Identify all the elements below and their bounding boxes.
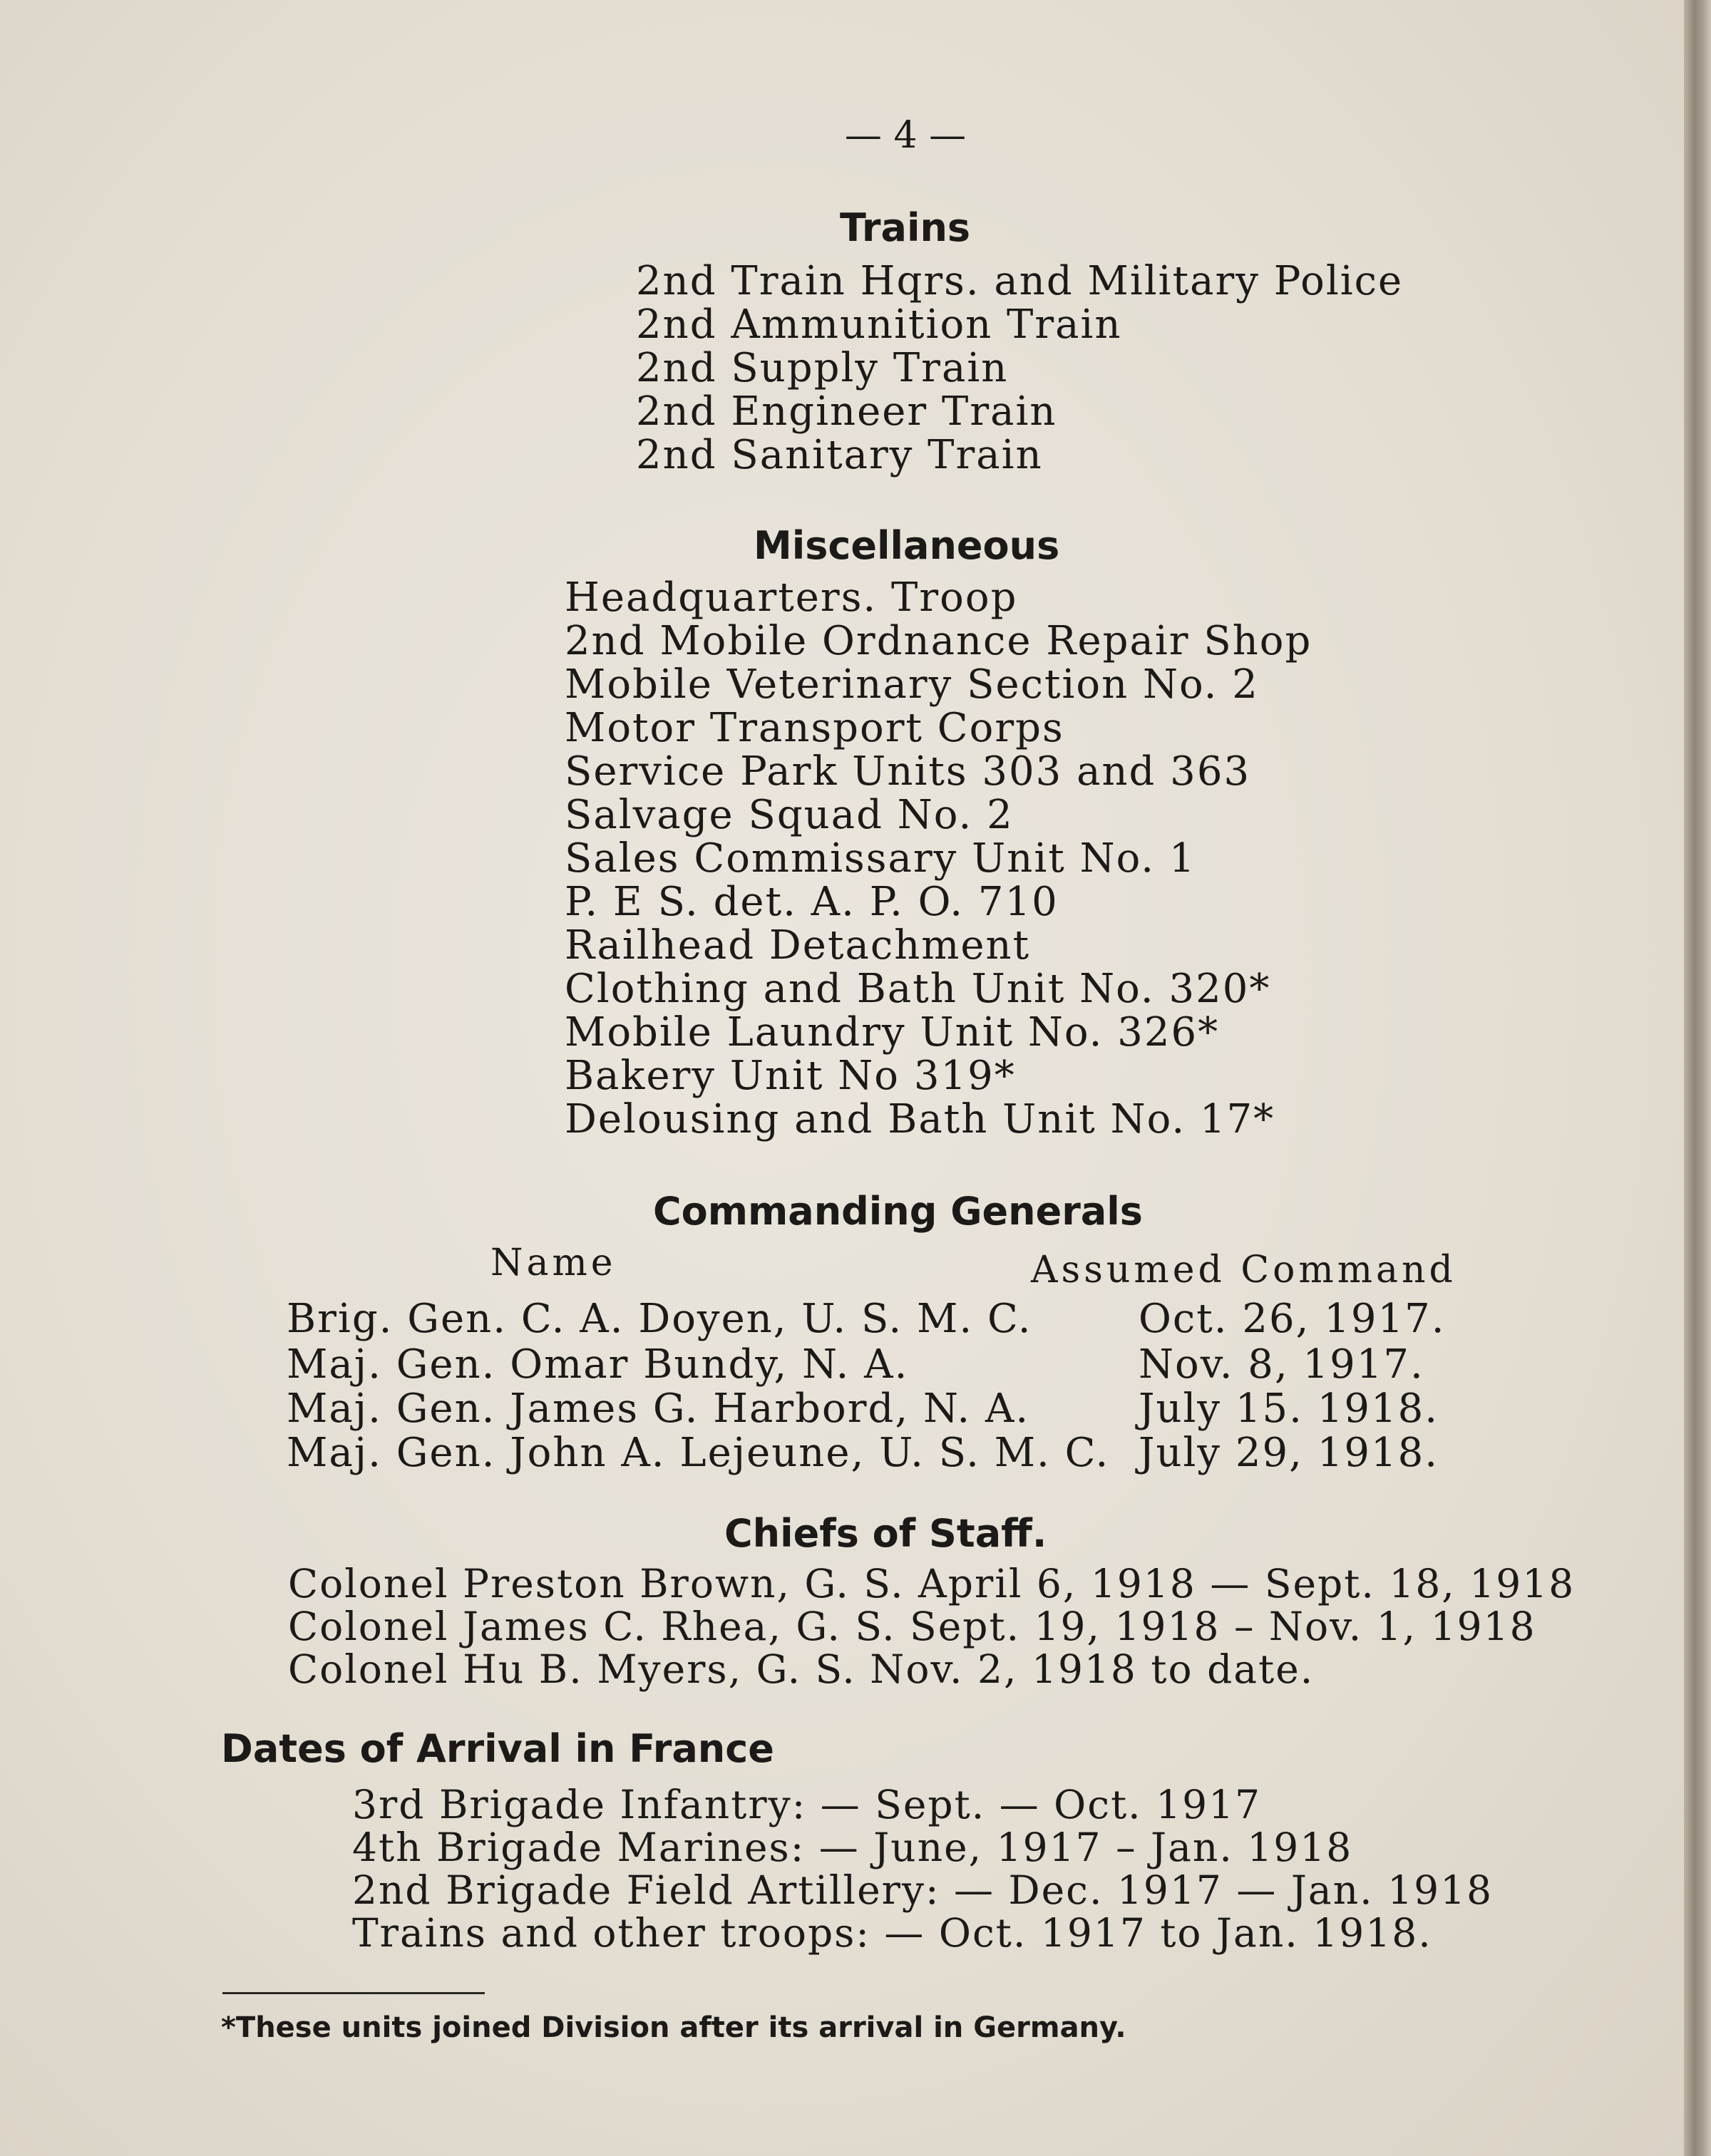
- list-item: 2nd Mobile Ordnance Repair Shop: [565, 618, 1312, 664]
- list-item: 2nd Engineer Train: [636, 388, 1057, 435]
- arrival-heading: Dates of Arrival in France: [221, 1726, 774, 1771]
- general-name: Maj. Gen. James G. Harbord, N. A.: [287, 1386, 1030, 1432]
- chiefs-of-staff-heading: Chiefs of Staff.: [724, 1511, 1047, 1556]
- page-number: — 4 —: [844, 114, 967, 157]
- general-name: Maj. Gen. John A. Lejeune, U. S. M. C.: [287, 1430, 1110, 1476]
- command-date: July 29, 1918.: [1139, 1430, 1439, 1476]
- list-item: Clothing and Bath Unit No. 320*: [565, 966, 1271, 1012]
- name-column-header: Name: [490, 1242, 617, 1284]
- arrival-row: 2nd Brigade Field Artillery: — Dec. 1917 — Jan. 1918: [352, 1867, 1494, 1913]
- list-item: 2nd Supply Train: [636, 345, 1009, 391]
- arrival-row: 4th Brigade Marines: — June, 1917 – Jan. 1918: [352, 1825, 1353, 1870]
- list-item: 2nd Sanitary Train: [636, 432, 1043, 478]
- command-date: July 15. 1918.: [1139, 1386, 1439, 1432]
- table-row: [287, 1296, 1446, 1342]
- list-item: Railhead Detachment: [565, 922, 1031, 969]
- commanding-generals-heading: Commanding Generals: [653, 1189, 1143, 1234]
- general-name: Maj. Gen. Omar Bundy, N. A.: [287, 1341, 909, 1388]
- table-row: [287, 1341, 1427, 1386]
- book-spine: [1684, 0, 1711, 2156]
- command-date: Oct. 26, 1917.: [1139, 1296, 1446, 1342]
- list-item: Mobile Laundry Unit No. 326*: [565, 1009, 1220, 1056]
- arrival-row: Trains and other troops: — Oct. 1917 to Jan. 1918.: [352, 1910, 1432, 1956]
- command-date: Nov. 8, 1917.: [1139, 1341, 1424, 1388]
- list-item: P. E S. det. A. P. O. 710: [565, 879, 1059, 925]
- trains-heading: Trains: [840, 205, 971, 250]
- list-item: 2nd Ammunition Train: [636, 301, 1122, 348]
- footnote-divider: [222, 1992, 485, 1994]
- miscellaneous-heading: Miscellaneous: [754, 523, 1060, 568]
- list-item: Motor Transport Corps: [565, 705, 1064, 751]
- list-item: Headquarters. Troop: [565, 574, 1018, 621]
- chief-of-staff-row: Colonel Hu B. Myers, G. S. Nov. 2, 1918 to date.: [288, 1646, 1315, 1692]
- miscellaneous-list: [565, 576, 1312, 1141]
- list-item: 2nd Train Hqrs. and Military Police: [636, 258, 1404, 304]
- arrival-row: 3rd Brigade Infantry: — Sept. — Oct. 1917: [352, 1782, 1262, 1827]
- list-item: Mobile Veterinary Section No. 2: [565, 661, 1259, 708]
- list-item: Sales Commissary Unit No. 1: [565, 835, 1196, 882]
- trains-list: [636, 259, 1403, 477]
- list-item: Service Park Units 303 and 363: [565, 748, 1251, 795]
- table-row: [287, 1430, 1439, 1476]
- footnote: *These units joined Division after its arrival in Germany.: [221, 2011, 1126, 2044]
- chief-of-staff-row: Colonel Preston Brown, G. S. April 6, 1918 — Sept. 18, 1918: [288, 1561, 1576, 1606]
- chief-of-staff-row: Colonel James C. Rhea, G. S. Sept. 19, 1918 – Nov. 1, 1918: [288, 1604, 1536, 1649]
- list-item: Bakery Unit No 319*: [565, 1053, 1016, 1099]
- table-row: [287, 1386, 1439, 1432]
- list-item: Salvage Squad No. 2: [565, 792, 1014, 838]
- assumed-command-column-header: Assumed Command: [1031, 1249, 1456, 1291]
- list-item: Delousing and Bath Unit No. 17*: [565, 1096, 1275, 1143]
- general-name: Brig. Gen. C. A. Doyen, U. S. M. C.: [287, 1296, 1032, 1342]
